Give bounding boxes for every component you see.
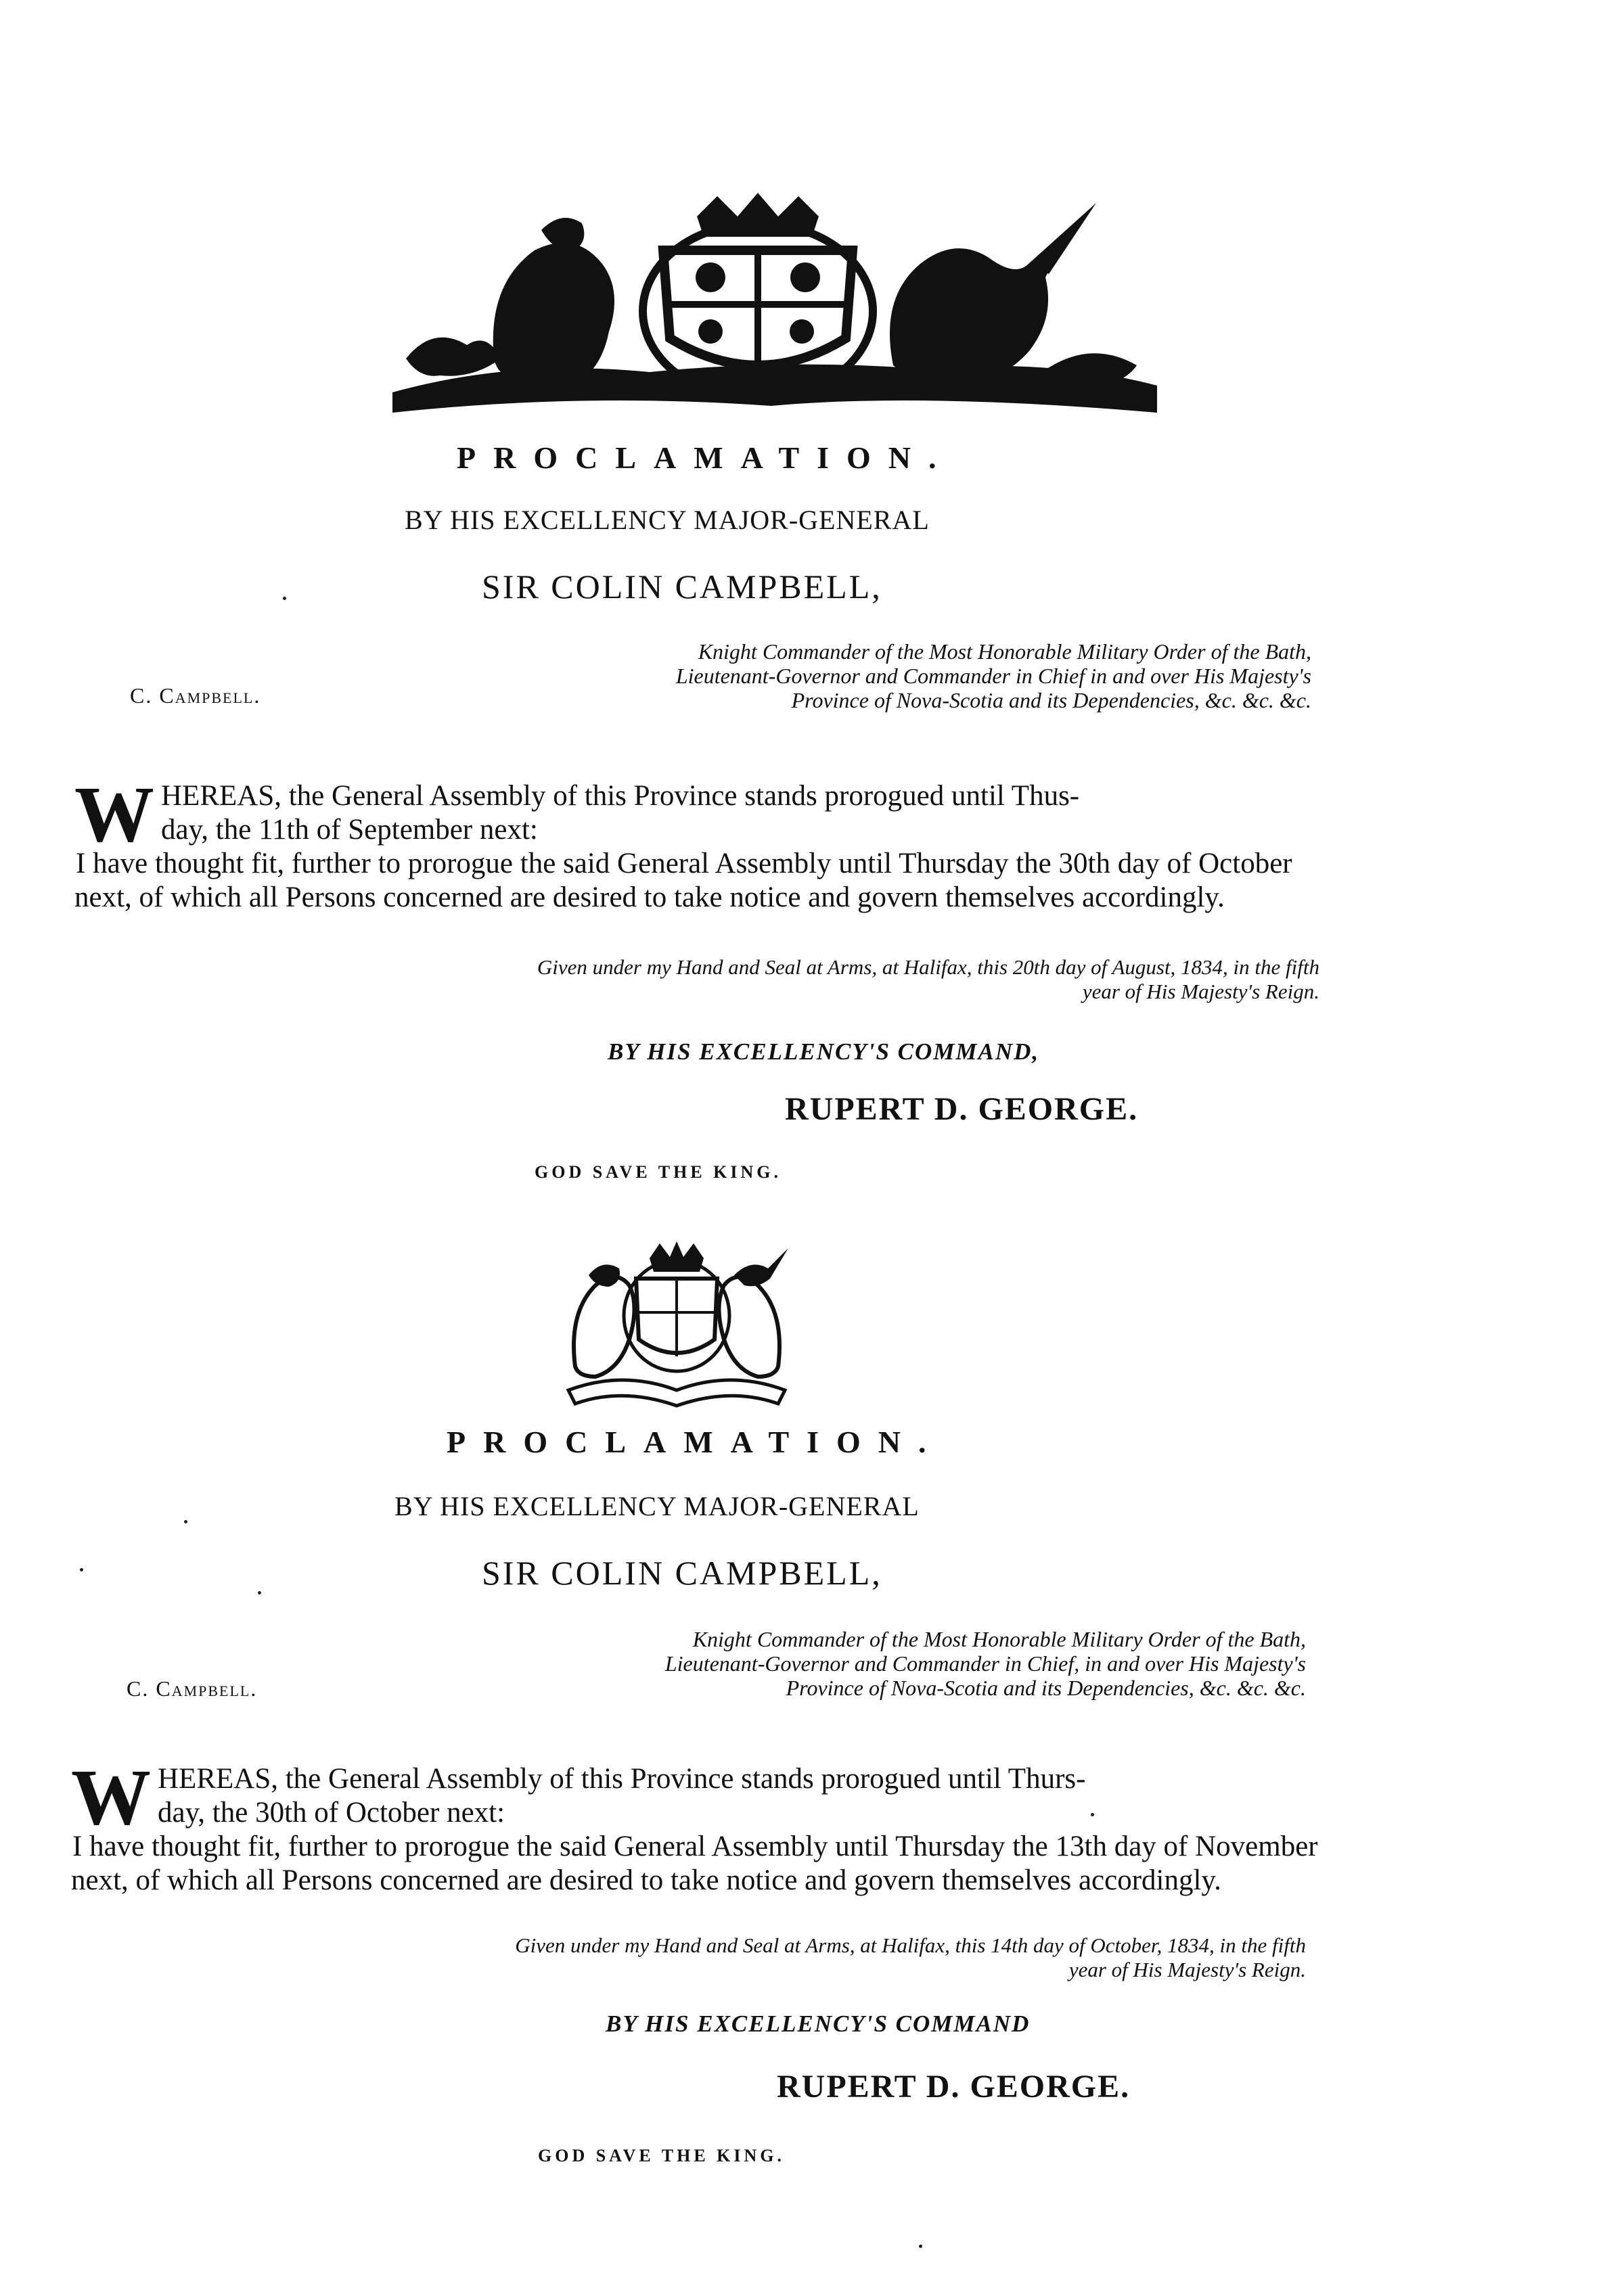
body-second-line: day, the 30th of October next: xyxy=(158,1797,505,1829)
body-paragraph: I have thought fit, further to prorogue the said General Assembly until Thursday the 13th day of November next, of which all Persons concerned are desired to take notice and govern themselves accordingly. xyxy=(71,1831,1318,1896)
secretary-name: RUPERT D. GEORGE. xyxy=(785,1091,1139,1127)
given-under-hand: Given under my Hand and Seal at Arms, at Halifax, this 20th day of August, 1834, in the fifth year of His Majesty's Reign. xyxy=(537,955,1319,1003)
royal-coat-of-arms-icon xyxy=(555,1238,798,1414)
god-save-the-king: GOD SAVE THE KING. xyxy=(538,2146,786,2165)
governor-name: SIR COLIN CAMPBELL, xyxy=(482,1554,882,1592)
proclamation-heading: PROCLAMATION. xyxy=(447,1425,944,1459)
command-line: BY HIS EXCELLENCY'S COMMAND xyxy=(606,2011,1031,2037)
body-first-line: HEREAS, the General Assembly of this Province stands prorogued until Thurs- xyxy=(158,1763,1086,1795)
given-under-hand: Given under my Hand and Seal at Arms, at Halifax, this 14th day of October, 1834, in the fifth year of His Majesty's Reign. xyxy=(515,1933,1306,1981)
speck xyxy=(919,2245,922,2248)
speck xyxy=(80,1568,83,1571)
proclamation-body xyxy=(74,770,1326,915)
secretary-name: RUPERT D. GEORGE. xyxy=(777,2069,1131,2105)
governor-signature: C. Campbell. xyxy=(130,683,261,708)
speck xyxy=(258,1591,261,1594)
governor-titles: Knight Commander of the Most Honorable Military Order of the Bath, Lieutenant-Governor and Commander in Chief in and over His Majesty's Province of Nova-Scotia and its Dependencies, &c. &c. &c. xyxy=(675,639,1311,712)
body-first-line: HEREAS, the General Assembly of this Province stands prorogued until Thus- xyxy=(161,780,1080,812)
body-second-line: day, the 11th of September next: xyxy=(161,814,538,846)
drop-cap: W xyxy=(74,770,154,858)
god-save-the-king: GOD SAVE THE KING. xyxy=(535,1162,782,1182)
proclamation-body xyxy=(71,1753,1323,1898)
byline: BY HIS EXCELLENCY MAJOR-GENERAL xyxy=(405,505,930,535)
proclamation-heading: PROCLAMATION. xyxy=(457,440,954,475)
governor-titles: Knight Commander of the Most Honorable Military Order of the Bath, Lieutenant-Governor and Commander in Chief, in and over His Majesty's Province of Nova-Scotia and its Dependencies, &c. &c. &c. xyxy=(664,1627,1306,1700)
drop-cap: W xyxy=(71,1753,151,1841)
speck xyxy=(1091,1813,1094,1816)
body-paragraph: I have thought fit, further to prorogue the said General Assembly until Thursday the 30th day of October next, of which all Persons concerned are desired to take notice and govern themselves accordingly. xyxy=(74,848,1292,913)
speck xyxy=(184,1520,187,1523)
byline: BY HIS EXCELLENCY MAJOR-GENERAL xyxy=(394,1491,920,1521)
command-line: BY HIS EXCELLENCY'S COMMAND, xyxy=(608,1038,1040,1065)
royal-coat-of-arms-icon xyxy=(379,189,1171,419)
governor-name: SIR COLIN CAMPBELL, xyxy=(482,568,882,605)
governor-signature: C. Campbell. xyxy=(127,1676,258,1701)
speck xyxy=(283,597,286,600)
